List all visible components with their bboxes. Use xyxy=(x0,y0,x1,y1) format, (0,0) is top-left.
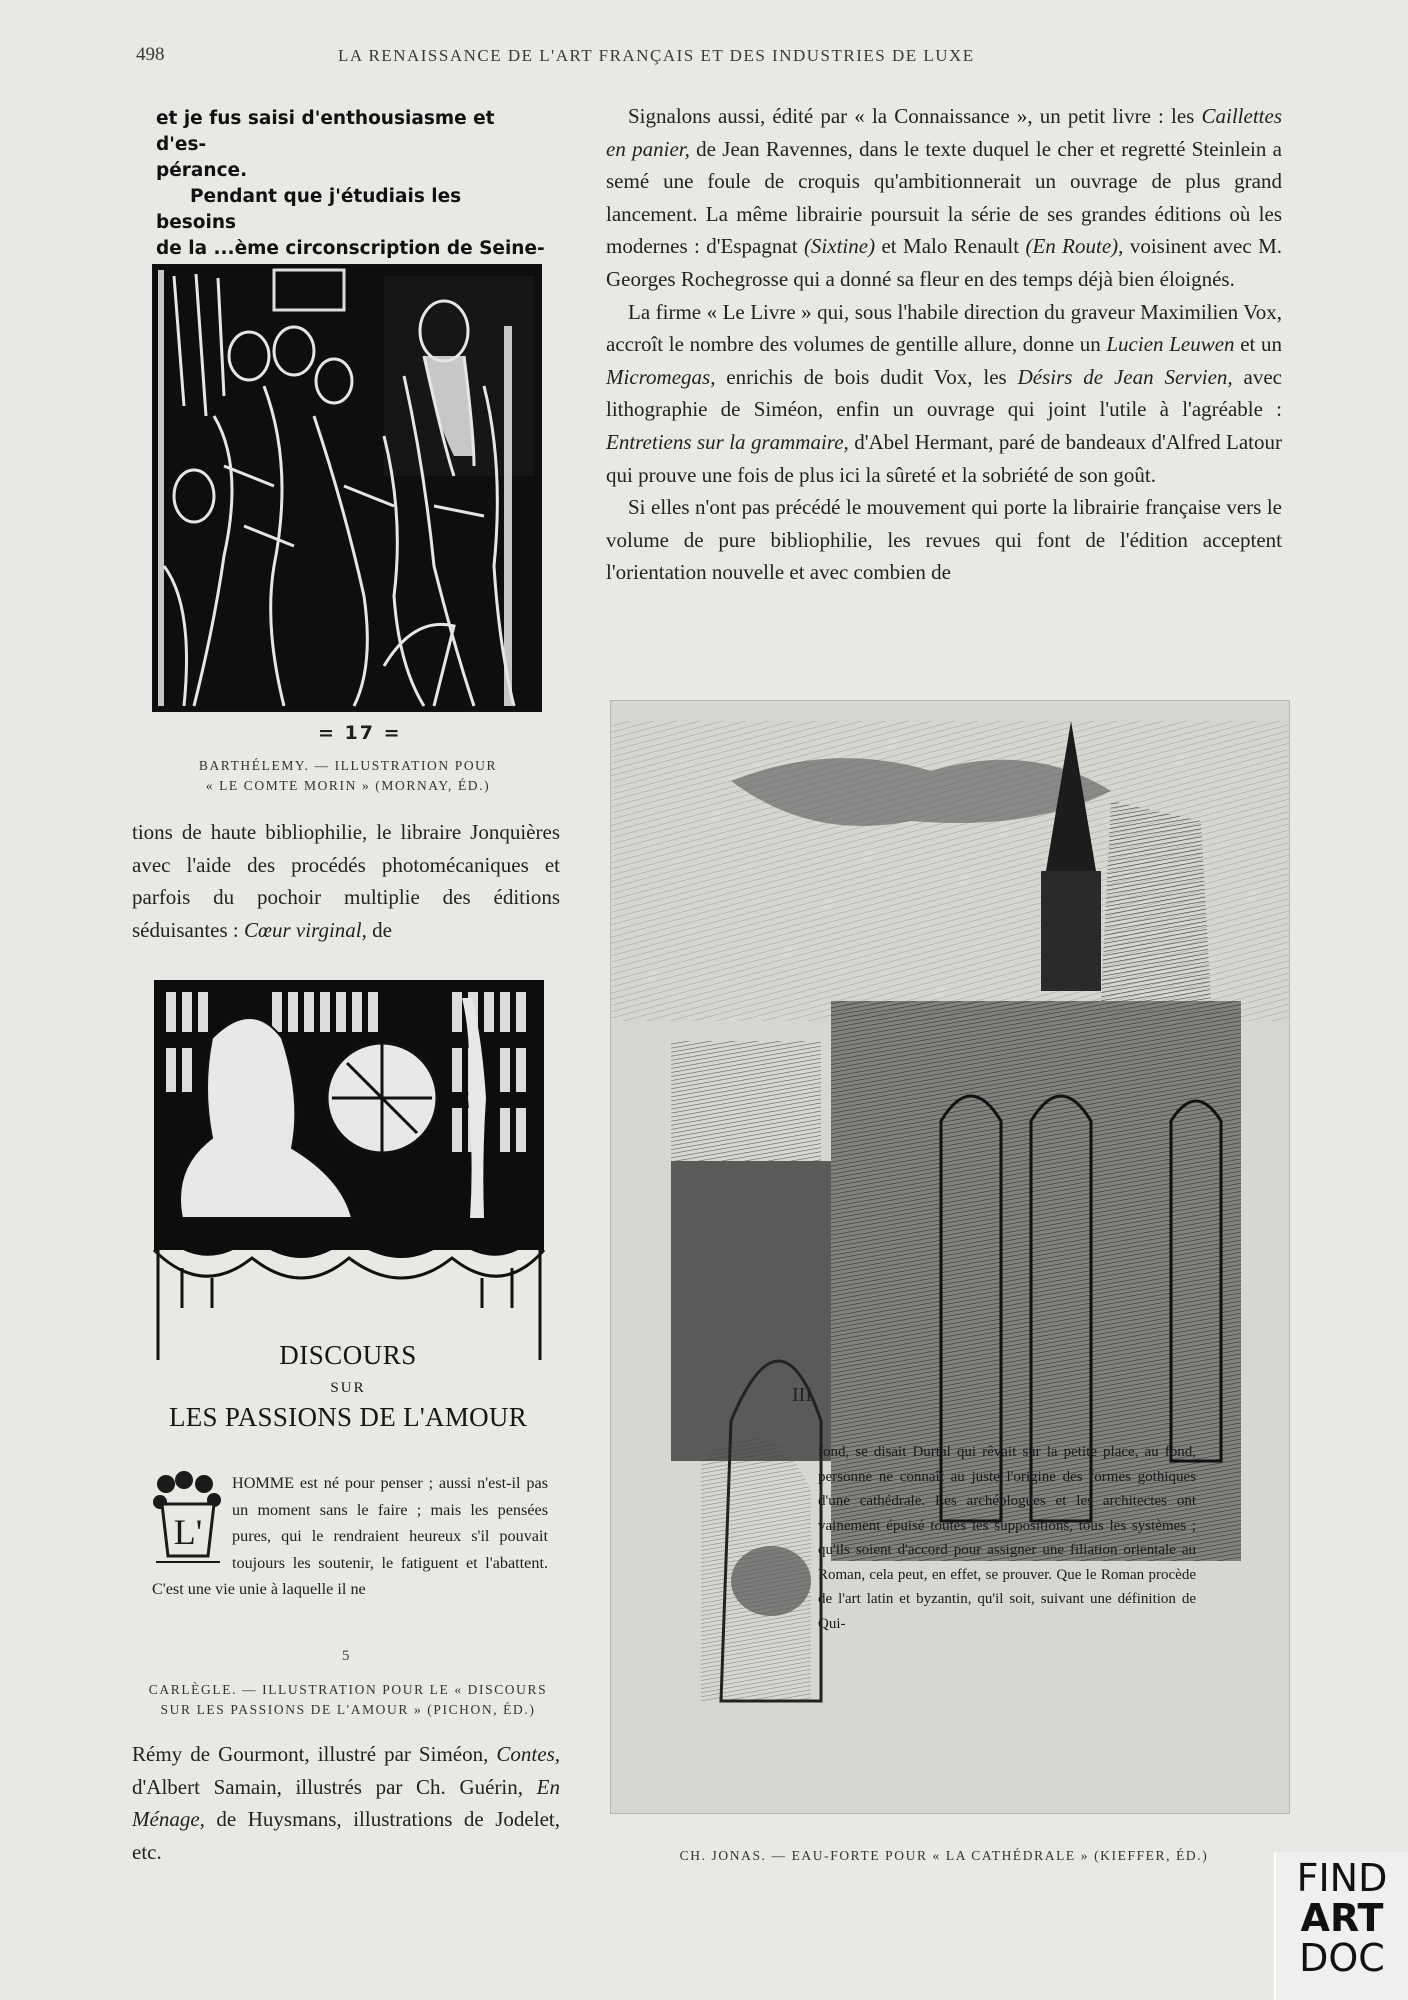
running-title: LA RENAISSANCE DE L'ART FRANÇAIS ET DES INDUSTRIES DE LUXE xyxy=(338,46,975,65)
text-run: de Huysmans, illustrations de Jodelet, etc. xyxy=(132,1807,560,1864)
book-title: Contes, xyxy=(496,1742,560,1766)
discours-title-passions: LES PASSIONS DE L'AMOUR xyxy=(168,1402,528,1432)
book-title: Cœur virginal, xyxy=(243,917,367,942)
caption-line: SUR LES PASSIONS DE L'AMOUR » (PICHON, ÉD.) xyxy=(160,1702,536,1717)
logo-line: DOC xyxy=(1299,1936,1385,1980)
text-run: et un xyxy=(1234,332,1283,357)
woodcut-line: et je fus saisi d'enthousiasme et d'es- xyxy=(156,108,495,155)
figure-caption-jonas: CH. JONAS. — EAU-FORTE POUR « LA CATHÉDRALE » (KIEFFER, ÉD.) xyxy=(679,1848,1209,1863)
text-run: de xyxy=(366,917,392,942)
inner-page-number: 5 xyxy=(342,1648,350,1664)
left-paragraph-2 xyxy=(132,1738,560,1868)
discours-text xyxy=(152,1470,548,1603)
book-title: Micromegas, xyxy=(606,364,716,389)
book-title: (En Route), xyxy=(1025,234,1124,259)
logo-line: ART xyxy=(1300,1896,1384,1940)
right-column-text xyxy=(606,100,1282,589)
text-run: Si elles n'ont pas précédé le mouvement qui porte la librairie française vers le volume de pure bibliophilie, les revues qui font de l'édition acceptent l'orientation nouvelle et avec combien de xyxy=(606,495,1282,585)
chapter-numeral: III xyxy=(792,1384,812,1406)
dropcap-spacer xyxy=(152,1470,232,1566)
text-run: Rémy de Gourmont, illustré par Siméon, xyxy=(132,1742,497,1766)
text-run: Signalons aussi, édité par « la Connaissance », un petit livre : les xyxy=(628,104,1202,128)
woodcut-illustration-carlegle xyxy=(152,978,546,1362)
text-run: d'Abel Hermant, paré de bandeaux d'Alfred Latour qui prouve une fois de plus ici la sûreté et la sobriété de son goût. xyxy=(606,429,1282,487)
left-paragraph-1 xyxy=(132,816,560,946)
figure-caption-barthelemy xyxy=(148,756,548,796)
logo-line: FIND xyxy=(1296,1856,1388,1900)
text-run: tions de haute bibliophilie, le libraire Jonquières avec l'aide des procédés photomécaniques et parfois du pochoir multiplie des éditions séduisantes : xyxy=(132,820,560,942)
woodcut-line: pérance. xyxy=(156,160,248,181)
book-title: En Ménage, xyxy=(132,1774,560,1832)
book-title: Désirs de Jean Servien, xyxy=(1017,364,1233,389)
caption-line: CARLÈGLE. — ILLUSTRATION POUR LE « DISCOURS xyxy=(148,1682,548,1697)
text-run: voisinent avec M. Georges Rochegrosse qui a donné sa fleur en des temps déjà bien éloignés. xyxy=(606,234,1282,291)
text-run: d'Albert Samain, illustrés par Ch. Guérin, xyxy=(132,1774,537,1799)
book-title: Entretiens sur la grammaire, xyxy=(606,429,849,454)
text-run: enrichis de bois dudit Vox, les xyxy=(715,364,1018,389)
discours-paragraph: HOMME est né pour penser ; aussi n'est-il pas un moment sans le faire ; mais les pensées pures, qui le rendraient heureux s'il pouvait toujours les soutenir, le fatiguent et l'abattent. C'est une vie unie à laquelle il ne xyxy=(152,1474,548,1598)
text-run: et Malo Renault xyxy=(875,234,1026,259)
book-title: Lucien Leuwen xyxy=(1106,332,1235,357)
woodcut-line: de la ...ème circonscription de Seine- xyxy=(156,238,545,259)
book-title: (Sixtine) xyxy=(803,234,876,259)
findartdoc-logo xyxy=(1274,1852,1408,2000)
figure-number: = 17 = xyxy=(318,722,402,744)
text-run: La firme « Le Livre » qui, sous l'habile direction du graveur Maximilien Vox, accroît le nombre des volumes de gentille allure, donne un xyxy=(606,299,1282,357)
dropcap-letter: L' xyxy=(173,1512,203,1552)
etching-cathedrale xyxy=(610,700,1290,1814)
discours-title-sur: SUR xyxy=(330,1380,366,1396)
caption-line: BARTHÉLEMY. — ILLUSTRATION POUR xyxy=(198,758,498,773)
woodcut-illustration-barthelemy xyxy=(152,264,542,712)
carlegle-artwork xyxy=(152,978,546,1362)
page-number: 498 xyxy=(136,44,165,65)
woodcut-line: Pendant que j'étudiais les besoins xyxy=(156,186,462,233)
figure-caption-carlegle xyxy=(128,1680,568,1720)
etching-artwork xyxy=(611,701,1289,1813)
etching-inset-text: fond, se disait Durtal qui rêvait sur la petite place, au fond, personne ne connaît au juste l'origine des formes gothiques d'une cathédrale. Les archéologues et les architectes ont vainement épuisé toutes les suppositions, tous les systèmes ; qu'ils soient d'accord pour assigner une filiation orientale au Roman, cela peut, en effet, se prouver. Que le Roman procède de l'art latin et byzantin, qu'il soit, suivant une définition de Qui- xyxy=(818,1444,1196,1632)
caption-line: « LE COMTE MORIN » (MORNAY, ÉD.) xyxy=(205,778,491,793)
book-title: Caillettes en panier, xyxy=(606,104,1282,161)
woodcut-artwork xyxy=(154,266,540,710)
discours-title: DISCOURS xyxy=(279,1340,417,1370)
text-run: avec lithographie de Siméon, enfin un ouvrage qui joint l'utile à l'agréable : xyxy=(606,364,1282,422)
text-run: de Jean Ravennes, dans le texte duquel le cher et regretté Steinlein a semé une foule de croquis qu'ambitionnerait un ouvrage de plus grand lancement. La même librairie poursuit la série de ses grandes éditions où les modernes : d'Espagnat xyxy=(606,136,1282,259)
